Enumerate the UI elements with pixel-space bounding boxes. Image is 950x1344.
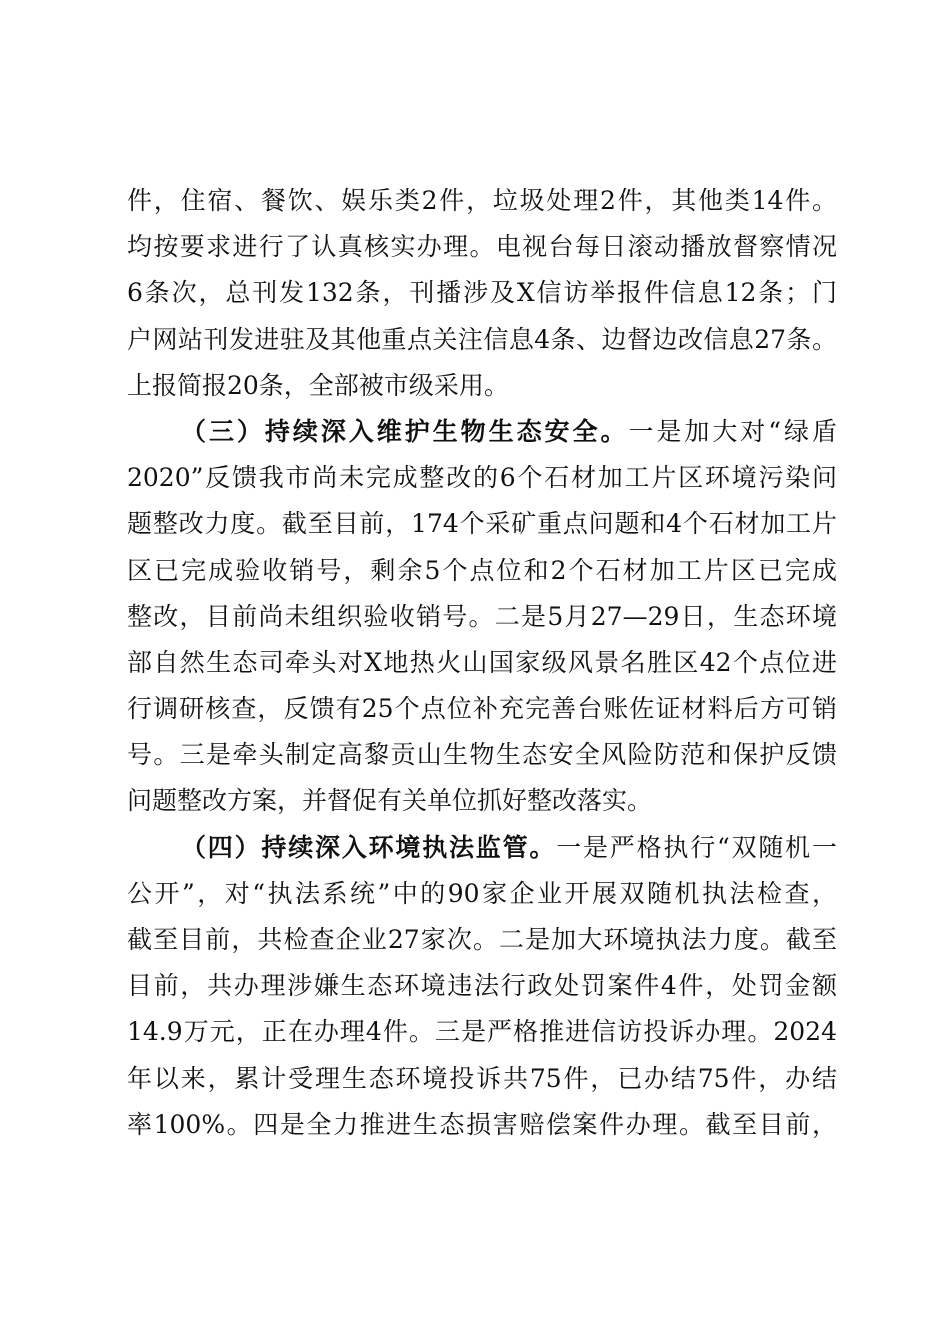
text-line [127,963,837,1009]
line-text: 率100%。四是全力推进生态损害赔偿案件办理。截至目前， [127,1109,837,1139]
text-line [127,363,837,409]
line-text: 均按要求进行了认真核实办理。电视台每日滚动播放督察情况 [127,232,837,262]
line-text: 一是加大对“绿盾 [628,416,837,446]
line-text: 部自然生态司牵头对X地热火山国家级风景名胜区42个点位进 [127,647,837,677]
line-text: 整改，目前尚未组织验收销号。二是5月27—29日，生态环境 [127,601,837,631]
line-text: 年以来，累计受理生态环境投诉共75件，已办结75件，办结 [127,1063,837,1093]
text-line [127,1102,837,1148]
line-text: 件，住宿、餐饮、娱乐类2件，垃圾处理2件，其他类14件。 [127,186,837,215]
text-line [127,548,837,594]
section-heading: （三）持续深入维护生物生态安全。 [181,416,629,446]
text-line [127,686,837,732]
line-text: 号。三是牵头制定高黎贡山生物生态安全风险防范和保护反馈 [127,740,837,770]
text-line [127,1056,837,1102]
line-text: 截至目前，共检查企业27家次。二是加大环境执法力度。截至 [127,925,837,954]
text-line [127,501,837,547]
text-line [127,594,837,640]
line-text: 上报简报20条，全部被市级采用。 [127,370,509,400]
text-line [127,732,837,778]
line-text: 户网站刊发进驻及其他重点关注信息4条、边督边改信息27条。 [127,324,837,354]
line-text: 2020”反馈我市尚未完成整改的6个石材加工片区环境污染问 [127,463,837,493]
body-text [127,178,837,1148]
text-line [127,1009,837,1055]
line-text: 目前，共办理涉嫌生态环境违法行政处罚案件4件，处罚金额 [127,971,837,1001]
section-heading-line [127,409,837,455]
text-line [127,178,837,224]
section-heading: （四）持续深入环境执法监管。 [181,832,557,862]
line-text: 14.9万元，正在办理4件。三是严格推进信访投诉办理。2024 [127,1017,837,1047]
text-line [127,317,837,363]
text-line [127,871,837,917]
section-heading-line [127,825,837,871]
text-line [127,640,837,686]
line-text: 公开”，对“执法系统”中的90家企业开展双随机执法检查， [127,878,837,908]
line-text: 题整改力度。截至目前，174个采矿重点问题和4个石材加工片 [127,509,837,539]
line-text: 问题整改方案，并督促有关单位抓好整改落实。 [127,786,653,816]
line-text: 行调研核查，反馈有25个点位补充完善台账佐证材料后方可销 [127,694,837,724]
line-text: 区已完成验收销号，剩余5个点位和2个石材加工片区已完成 [127,555,837,585]
text-line [127,778,837,824]
line-text: 一是严格执行“双随机一 [556,832,837,862]
text-line [127,455,837,501]
text-line [127,917,837,963]
text-line [127,224,837,270]
text-line [127,270,837,316]
line-text: 6条次，总刊发132条，刊播涉及X信访举报件信息12条；门 [127,278,837,308]
